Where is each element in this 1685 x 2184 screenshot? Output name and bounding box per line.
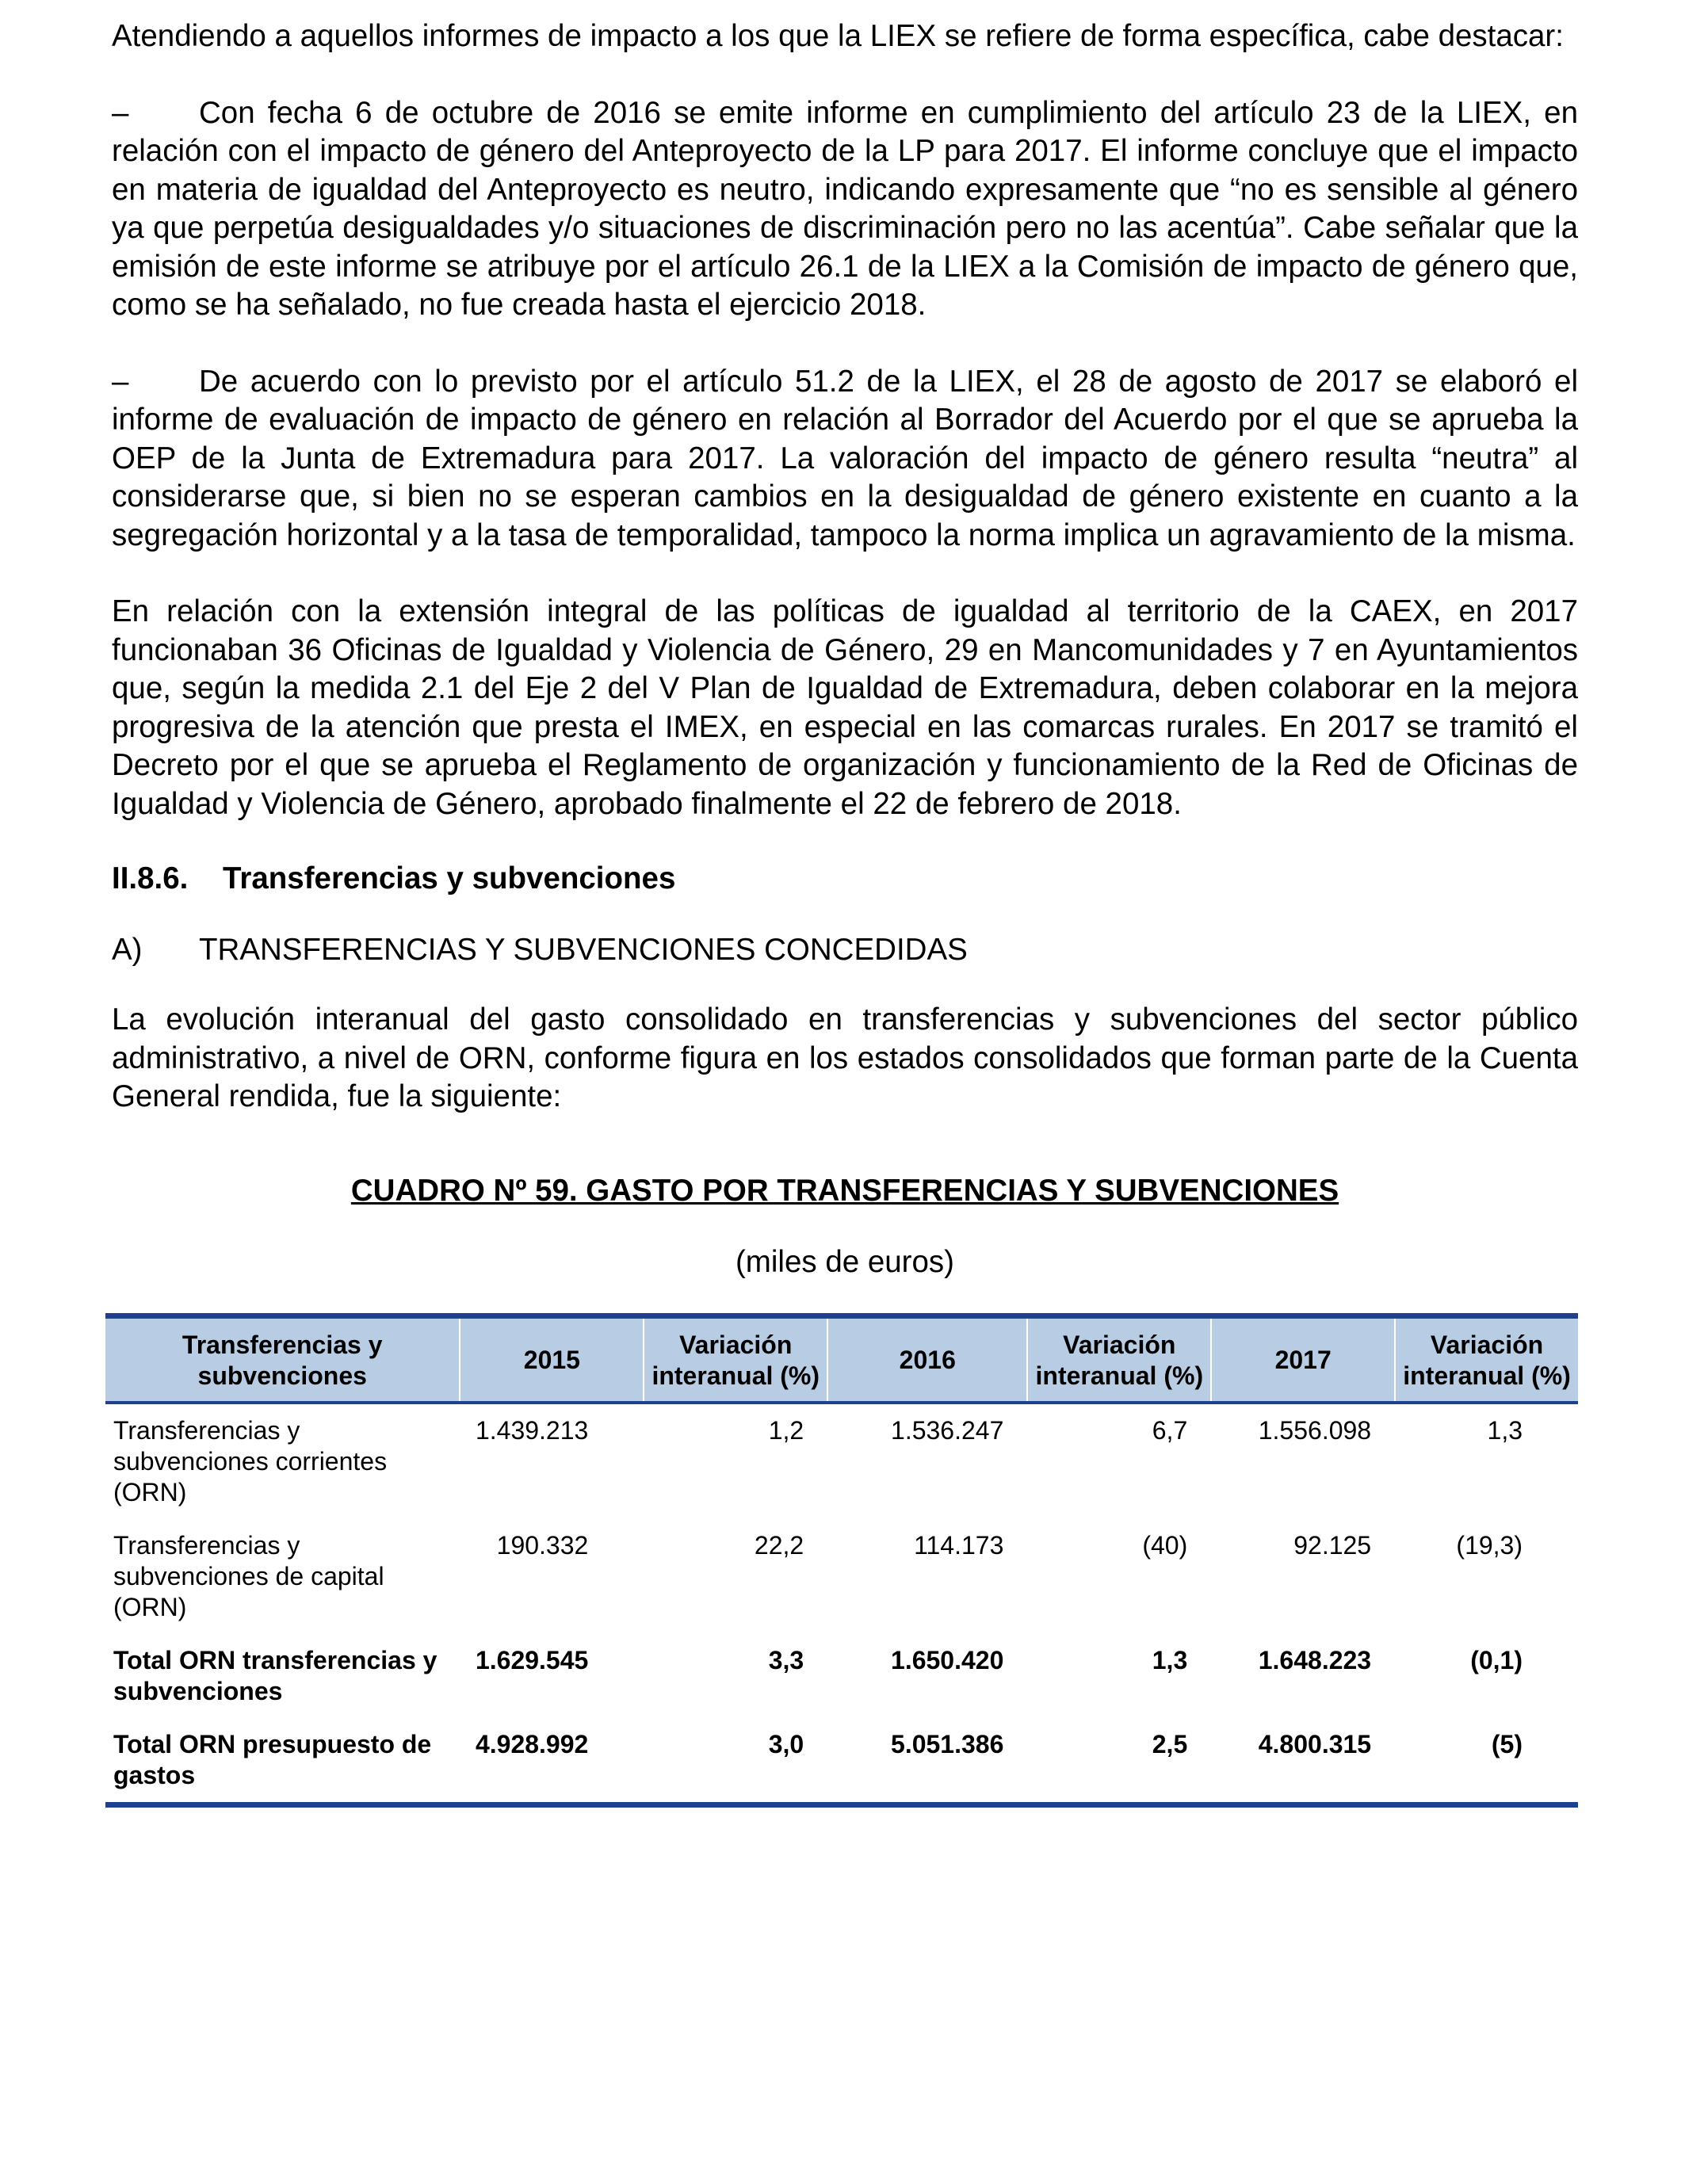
dash-bullet: – xyxy=(112,364,129,399)
table-cell: 4.800.315 xyxy=(1258,1729,1372,1758)
dash-bullet: – xyxy=(112,95,129,130)
header-cell: 2015 xyxy=(460,1315,644,1403)
table-cell: 22,2 xyxy=(754,1530,804,1560)
header-cell: Variación interanual (%) xyxy=(644,1315,827,1403)
header-cell: 2017 xyxy=(1211,1315,1395,1403)
table-cell: 92.125 xyxy=(1293,1530,1372,1560)
list-item xyxy=(112,94,1578,325)
table-units: (miles de euros) xyxy=(735,1244,954,1279)
header-cell: Variación interanual (%) xyxy=(1395,1315,1578,1403)
table-cell: 4.928.992 xyxy=(475,1729,589,1758)
section-heading xyxy=(112,860,1578,898)
table-cell: 5.051.386 xyxy=(891,1729,1004,1758)
table-row xyxy=(105,1634,1578,1718)
section-number: II.8.6. xyxy=(112,861,189,895)
table-cell: 3,0 xyxy=(768,1729,804,1758)
header-cell: 2016 xyxy=(827,1315,1027,1403)
row-label: Transferencias y subvenciones de capital (ORN) xyxy=(113,1530,384,1621)
table-cell: 3,3 xyxy=(768,1645,804,1674)
document-page xyxy=(112,17,1578,1808)
body-paragraph: En relación con la extensión integral de las políticas de igualdad al territorio de la CAEX, en 2017 funcionaban 36 Oficinas de Igualdad y Violencia de Género, 29 en Mancomunidades y 7 en Ayuntamientos que, según la medida 2.1 del Eje 2 del V Plan de Igualdad de Extremadura, deben colaborar en la mejora progresiva de la atención que presta el IMEX, en especial en las comarcas rurales. En 2017 se tramitó el Decreto por el que se aprueba el Reglamento de organización y funcionamiento de la Red de Oficinas de Igualdad y Violencia de Género, aprobado finalmente el 22 de febrero de 2018. xyxy=(112,594,1578,821)
table-caption: CUADRO Nº 59. GASTO POR TRANSFERENCIAS Y SUBVENCIONES xyxy=(350,1173,1339,1208)
table-cell: 1.648.223 xyxy=(1258,1645,1372,1674)
table-cell: 1.439.213 xyxy=(475,1415,589,1445)
table-row xyxy=(105,1718,1578,1805)
subsection-heading xyxy=(112,931,1578,969)
table-cell: 1,3 xyxy=(1487,1415,1523,1445)
subsection-number: A) xyxy=(112,933,143,967)
table-cell: (5) xyxy=(1491,1729,1523,1758)
table-cell: (19,3) xyxy=(1456,1530,1523,1560)
table-row xyxy=(105,1403,1578,1519)
table-cell: 6,7 xyxy=(1152,1415,1188,1445)
header-cell: Transferencias y subvenciones xyxy=(105,1315,460,1403)
table-cell: 2,5 xyxy=(1152,1729,1188,1758)
table-cell: 1.536.247 xyxy=(891,1415,1004,1445)
body-paragraph: La evolución interanual del gasto consolidado en transferencias y subvenciones del sector público administrativo, a nivel de ORN, conforme figura en los estados consolidados que forman parte de la Cuenta General rendida, fue la siguiente: xyxy=(112,1002,1578,1113)
section-title: Transferencias y subvenciones xyxy=(223,861,676,895)
table-cell: (40) xyxy=(1142,1530,1188,1560)
row-label: Total ORN transferencias y subvenciones xyxy=(113,1645,437,1705)
row-label: Transferencias y subvenciones corrientes (ORN) xyxy=(113,1415,388,1506)
table-cell: 1,2 xyxy=(768,1415,804,1445)
row-label: Total ORN presupuesto de gastos xyxy=(113,1729,432,1789)
intro-paragraph: Atendiendo a aquellos informes de impacto a los que la LIEX se refiere de forma específica, cabe destacar: xyxy=(112,19,1564,53)
table-cell: (0,1) xyxy=(1470,1645,1523,1674)
table-cell: 190.332 xyxy=(496,1530,589,1560)
table-row xyxy=(105,1519,1578,1634)
table-cell: 1.629.545 xyxy=(475,1645,589,1674)
table-cell: 1.556.098 xyxy=(1258,1415,1372,1445)
table-cell: 1.650.420 xyxy=(891,1645,1004,1674)
list-item-text: Con fecha 6 de octubre de 2016 se emite informe en cumplimiento del artículo 23 de la LIEX, en relación con el impacto de género del Anteproyecto de la LP para 2017. El informe concluye que el impacto en materia de igualdad del Anteproyecto es neutro, indicando expresamente que “no es sensible al género ya que perpetúa desigualdades y/o situaciones de discriminación pero no las acentúa”. Cabe señalar que la emisión de este informe se atribuye por el artículo 26.1 de la LIEX a la Comisión de impacto de género que, como se ha señalado, no fue creada hasta el ejercicio 2018. xyxy=(112,95,1578,322)
table-cell: 1,3 xyxy=(1152,1645,1188,1674)
header-cell: Variación interanual (%) xyxy=(1027,1315,1211,1403)
data-table xyxy=(105,1313,1578,1808)
table-header-row xyxy=(105,1315,1578,1403)
list-item-text: De acuerdo con lo previsto por el artículo 51.2 de la LIEX, el 28 de agosto de 2017 se elaboró el informe de evaluación de impacto de género en relación al Borrador del Acuerdo por el que se aprueba la OEP de la Junta de Extremadura para 2017. La valoración del impacto de género resulta “neutra” al considerarse que, si bien no se esperan cambios en la desigualdad de género existente en cuanto a la segregación horizontal y a la tasa de temporalidad, tampoco la norma implica un agravamiento de la misma. xyxy=(112,364,1578,552)
list-item xyxy=(112,363,1578,556)
table-cell: 114.173 xyxy=(914,1530,1004,1560)
subsection-title: TRANSFERENCIAS Y SUBVENCIONES CONCEDIDAS xyxy=(199,933,968,967)
